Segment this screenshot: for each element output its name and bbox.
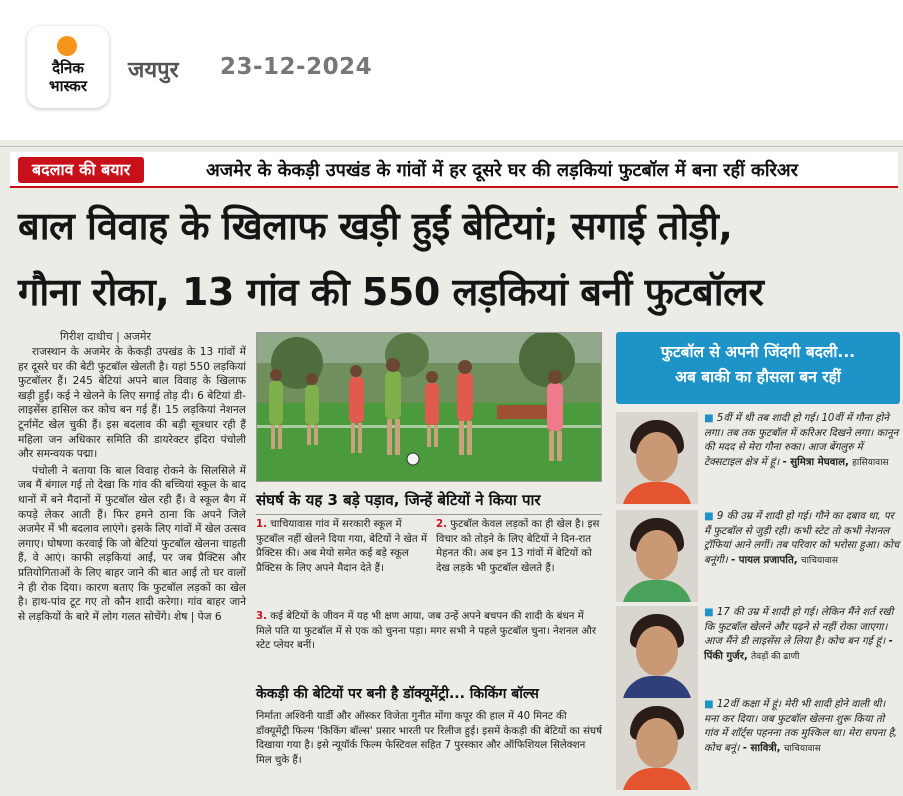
avatar	[616, 606, 698, 698]
profile-card	[616, 412, 900, 508]
profile-name: - सावित्री,	[742, 742, 781, 754]
milestones-heading: संघर्ष के यह 3 बड़े पड़ाव, जिन्हें बेटियों ने किया पार	[256, 485, 602, 515]
headline-line-1: बाल विवाह के खिलाफ खड़ी हुईं बेटियां; सगाई तोड़ी,	[18, 204, 733, 248]
profile-place: हासियावास	[852, 457, 889, 468]
sidebar-title-line-2: अब बाकी का हौसला बन रहीं	[675, 368, 841, 386]
byline: गिरीश दाधीच | अजमेर	[60, 330, 151, 343]
profile-quote: ■ 17 की उम्र में शादी हो गई। लेकिन मैंने शर्त रखी कि फुटबॉल खेलने और पढ़ने से नहीं रोका जाएगा। आज मैंने डी लाइसेंस ले लिया है। कोच बन गई हूं। - पिंकी गुर्जर, तेवड़ों की ढाणी	[704, 607, 894, 662]
headline-line-2: गौना रोका, 13 गांव की 550 लड़कियां बनीं फुटबॉलर	[18, 270, 764, 314]
milestone-item	[256, 610, 602, 654]
milestone-number: 1.	[256, 519, 267, 530]
quote-text: 5वीं में थी तब शादी हो गई। 10वीं में गौना होने लगा। तब तक फुटबॉल में करिअर दिखने लगा। कानून की मदद से मेरा गौना रुका। आज बेंगलुरु में टेक्सटाइल क्षेत्र में हूं।	[704, 413, 899, 468]
milestone-text: फुटबॉल केवल लड़कों का ही खेल है। इस विचार को तोड़ने के लिए बेटियों ने दिन-रात मेहनत की। अब इन 13 गांवों में बेटियों को देख लड़के भी फुटबॉल खेलते हैं।	[436, 519, 600, 574]
profile-name: - पिंकी गुर्जर,	[704, 636, 893, 662]
profile-card	[616, 606, 900, 702]
sidebar-title-box	[616, 332, 900, 404]
milestone-text: चाचियावास गांव में सरकारी स्कूल में फुटबॉल नहीं खेलने दिया गया, बेटियों ने खेत में प्रैक्टिस की। अब मेयो समेत कई बड़े स्कूल प्रैक्टिस के लिए अपने मैदान देते हैं।	[256, 519, 427, 574]
section-badge: बदलाव की बयार	[18, 157, 144, 183]
profile-place: तेवड़ों की ढाणी	[751, 651, 800, 662]
edition-city: जयपुर	[128, 58, 179, 83]
quote-text: 9 की उम्र में शादी हो गई। गौने का दबाव था, पर मैं फुटबॉल से जुड़ी रही। कभी स्टेट तो कभी नेशनल ट्रॉफियां आने लगीं। तब परिवार को भरोसा हुआ। कोच बनूंगी।	[704, 511, 900, 566]
football-match-photo	[256, 332, 602, 482]
quote-text: 17 की उम्र में शादी हो गई। लेकिन मैंने शर्त रखी कि फुटबॉल खेलने और पढ़ने से नहीं रोका जाएगा। आज मैंने डी लाइसेंस ले लिया है। कोच बन गई हूं।	[704, 607, 894, 648]
article-body	[18, 345, 246, 785]
profile-card	[616, 510, 900, 606]
newspaper-clipping	[0, 140, 903, 796]
kicker-bar	[10, 152, 898, 188]
body-paragraph: राजस्थान के अजमेर के केकड़ी उपखंड के 13 गांवों में हर दूसरे घर की बेटी फुटबॉल खेलती है। यहां 550 लड़कियां फुटबॉलर हैं। 245 बेटियां अपने बाल विवाह के खिलाफ खड़ी हुईं। कई ने खेलने के लिए सगाई तोड़ दी। 6 बेटियां डी-लाइसेंस हासिल कर कोच बन गई हैं। 15 लड़कियां नेशनल टूर्नामेंट खेल चुकी हैं। इस बदलाव की बड़ी सूत्रधार रही हैं महिला जन अधिकार समिति की डायरेक्टर इंदिरा पंचोली और समन्वयक पद्मा।	[18, 346, 246, 461]
documentary-heading: केकड़ी की बेटियों पर बनी है डॉक्यूमेंट्री... किकिंग बॉल्स	[256, 686, 539, 702]
profile-quote: ■ 5वीं में थी तब शादी हो गई। 10वीं में गौना होने लगा। तब तक फुटबॉल में करिअर दिखने लगा। कानून की मदद से मेरा गौना रुका। आज बेंगलुरु में टेक्सटाइल क्षेत्र में हूं। - सुमित्रा मेघवाल, हासियावास	[704, 413, 899, 468]
kicker-text: अजमेर के केकड़ी उपखंड के गांवों में हर दूसरे घर की लड़कियां फुटबॉल में बना रहीं करिअर	[206, 160, 799, 181]
body-paragraph: पंचोली ने बताया कि बाल विवाह रोकने के सिलसिले में जब मैं बंगाल गई तो देखा कि गांव की बच्चियां स्कूल के बाद थानों में बने मैदानों में फुटबॉल खेल रही हैं। वे स्कूल बैग में कपड़े लेकर आती हैं। फिर हमने ठाना कि अपने जिले अजमेर में भी बदलाव लाएंगे। इसके लिए गांवों में खेल उत्सव लगाए। घोषणा करवाई कि जो बेटियां फुटबॉल खेलना चाहती हैं, वे आएं। काफी लड़कियां आईं, पर जब प्रैक्टिस और प्रतियोगिताओं के लिए बाहर जाने की बात आई तो घर वालों ने ही रोक दिया। कारण बताए कि फुटबॉल लड़कों का खेल है। हाथ-पांव टूट गए तो कौन शादी करेगा। गांव बाहर जाने से लड़कियों के बारे में लोग गलत सोचेंगे। शेष | पेज 6	[18, 464, 246, 623]
logo-line-1: दैनिक	[52, 59, 84, 77]
milestone-item	[256, 518, 428, 576]
app-header	[0, 0, 903, 140]
avatar	[616, 510, 698, 602]
documentary-body: निर्माता अश्विनी यार्डी और ऑस्कर विजेता गुनीत मोंगा कपूर की हाल में 40 मिनट की डॉक्यूमेंट्री फिल्म 'किकिंग बॉल्स' प्रसार भारती पर रिलीज हुई। इसमें केकड़ी की बेटियों का संघर्ष दिखाया गया है। इसे न्यूयॉर्क फिल्म फेस्टिवल सहित 7 पुरस्कार और ऑफिशियल सिलेक्शन मिल चुके हैं।	[256, 711, 602, 766]
profile-quote: ■ 9 की उम्र में शादी हो गई। गौने का दबाव था, पर मैं फुटबॉल से जुड़ी रही। कभी स्टेट तो कभी नेशनल ट्रॉफियां आने लगीं। तब परिवार को भरोसा हुआ। कोच बनूंगी। - पायल प्रजापति, चाचियावास	[704, 511, 900, 566]
quote-text: 12वीं कक्षा में हूं। मेरी भी शादी होने वाली थी। मना कर दिया। जब फुटबॉल खेलना शुरू किया तो गांव में शॉर्ट्स पहनना तक मुश्किल था। मेरा सपना है, कोच बनूं।	[704, 699, 898, 754]
milestone-number: 2.	[436, 519, 447, 530]
profile-card	[616, 698, 900, 794]
avatar	[616, 412, 698, 504]
profile-name: - सुमित्रा मेघवाल,	[782, 456, 849, 468]
milestone-item	[436, 518, 602, 576]
milestone-text: कई बेटियों के जीवन में यह भी क्षण आया, जब उन्हें अपने बचपन की शादी के बंधन में मिले पति या फुटबॉल में से एक को चुनना पड़ा। मगर सभी ने पहले फुटबॉल चुना। नेशनल और स्टेट प्लेयर बनीं।	[256, 611, 597, 652]
milestone-number: 3.	[256, 611, 267, 622]
sidebar-title	[616, 340, 900, 390]
profile-quote: ■ 12वीं कक्षा में हूं। मेरी भी शादी होने वाली थी। मना कर दिया। जब फुटबॉल खेलना शुरू किया तो गांव में शॉर्ट्स पहनना तक मुश्किल था। मेरा सपना है, कोच बनूं। - सावित्री, चाचियावास	[704, 699, 898, 754]
sun-icon	[57, 36, 77, 56]
logo-line-2: भास्कर	[49, 77, 87, 95]
avatar	[616, 698, 698, 790]
top-divider	[0, 146, 903, 147]
edition-date: 23-12-2024	[220, 54, 373, 80]
dainik-bhaskar-logo[interactable]	[27, 26, 109, 108]
profile-name: - पायल प्रजापति,	[730, 554, 798, 566]
sidebar-title-line-1: फुटबॉल से अपनी जिंदगी बदली...	[660, 343, 856, 361]
photo-illustration	[257, 333, 602, 482]
profile-place: चाचियावास	[783, 743, 821, 754]
profile-place: चाचियावास	[800, 555, 838, 566]
